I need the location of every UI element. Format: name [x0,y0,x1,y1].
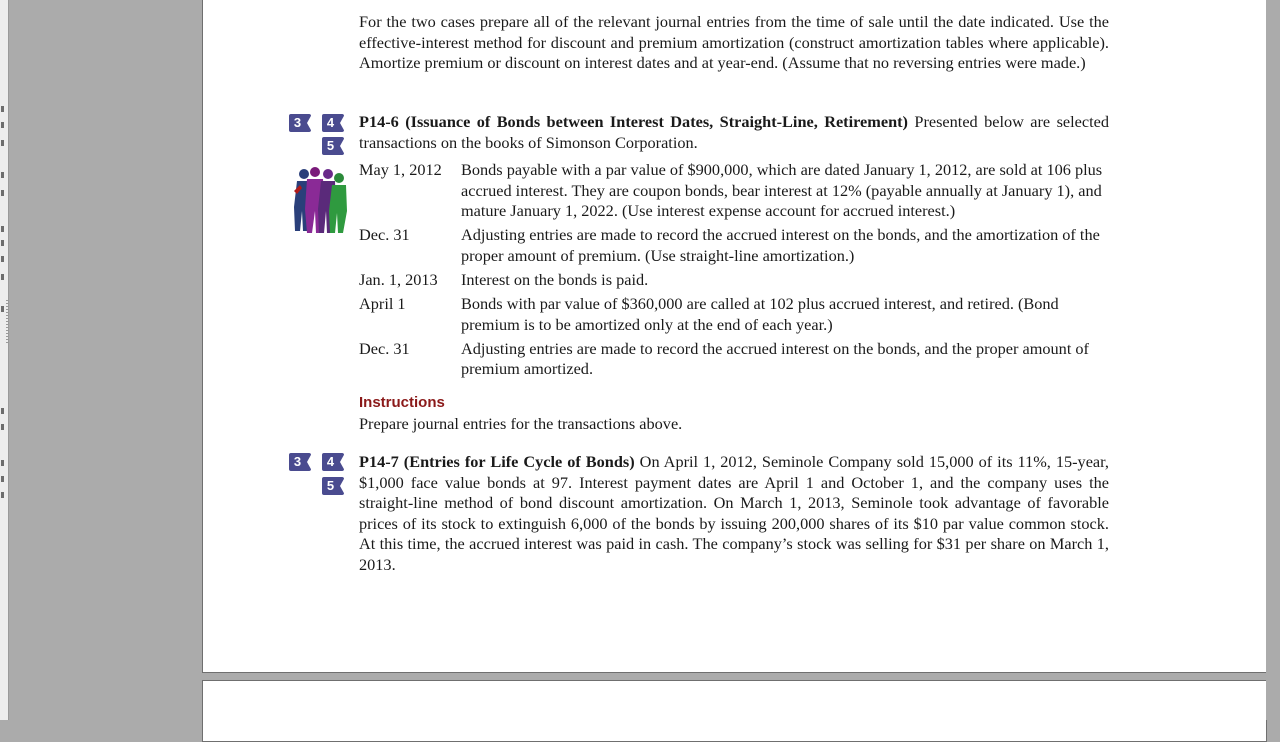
problem-title: P14-7 (Entries for Life Cycle of Bonds) [359,452,635,471]
strip-mark [1,106,4,112]
strip-mark [1,306,4,312]
strip-mark [1,460,4,466]
learning-objective-badge: 3 [289,114,311,132]
learning-objective-badge: 3 [289,453,311,471]
next-document-page [202,680,1267,742]
entry-description: Interest on the bonds is paid. [461,269,649,289]
strip-mark [1,240,4,246]
strip-mark [1,408,4,414]
problem-p14-7-paragraph [359,452,1109,576]
strip-mark [1,476,4,482]
left-panel-strip [0,0,9,720]
transaction-entry [359,160,1111,222]
problem-title: P14-6 (Issuance of Bonds between Interest Dates, Straight-Line, Retirement) [359,112,908,131]
strip-mark [1,172,4,178]
entry-date: Jan. 1, 2013 [359,269,438,289]
strip-mark [1,140,4,146]
strip-mark [1,256,4,262]
splitter-grip[interactable] [6,300,9,344]
problem-body: On April 1, 2012, Seminole Company sold 15,000 of its 11%, 15-year, $1,000 face value bonds at 97. Interest payment dates are April 1 and October 1, and the company uses the straight-line method of bond discount amortization. On March 1, 2013, Seminole took advantage of favorable prices of its stock to extinguish 6,000 of the bonds by issuing 200,000 shares of its $10 par value common stock. At this time, the accrued interest was paid in cash. The company’s stock was selling for $31 per share on March 1, 2013. [359,452,1109,574]
strip-mark [1,492,4,498]
learning-objective-badge: 4 [322,114,344,132]
viewer-gutter [1266,0,1280,720]
transaction-entry [359,225,1111,266]
strip-mark [1,424,4,430]
instructions-heading: Instructions [359,394,445,411]
transaction-list [359,160,1111,383]
learning-objective-badge: 4 [322,453,344,471]
entry-date: Dec. 31 [359,338,410,358]
transaction-entry [359,270,1111,291]
learning-objective-badge: 5 [322,137,344,155]
strip-mark [1,190,4,196]
entry-date: April 1 [359,294,406,314]
entry-description: Bonds payable with a par value of $900,000, which are dated January 1, 2012, are sold at 106 plus accrued interest. They are coupon bonds, bear interest at 12% (payable annually at January 1), and mature January 1, 2022. (Use interest expense account for accrued interest.) [461,160,1103,221]
intro-paragraph: For the two cases prepare all of the relevant journal entries from the time of sale until the date indicated. Use the effective-interest method for discount and premium amortization (construct amortization tables where applicable). Amortize premium or discount on interest dates and at year-end. (Assume that no reversing entries were made.) [359,12,1109,73]
transaction-entry [359,294,1111,335]
people-group-icon [292,165,350,237]
entry-description: Adjusting entries are made to record the accrued interest on the bonds, and the proper amount of premium amortized. [461,338,1089,379]
strip-mark [1,122,4,128]
entry-date: May 1, 2012 [359,160,442,179]
instructions-text: Prepare journal entries for the transactions above. [359,414,683,433]
entry-description: Adjusting entries are made to record the accrued interest on the bonds, and the amortization of the proper amount of premium. (Use straight-line amortization.) [461,225,1100,265]
strip-mark [1,274,4,280]
problem-lead: Presented below are selected transactions on the books of Simonson Corporation. [359,112,1109,152]
learning-objective-badge: 5 [322,477,344,495]
entry-date: Dec. 31 [359,225,410,245]
strip-mark [1,226,4,232]
entry-description: Bonds with par value of $360,000 are called at 102 plus accrued interest, and retired. (Bond premium is to be amortized only at the end of each year.) [461,294,1059,334]
problem-p14-6-heading [359,112,1109,153]
transaction-entry [359,339,1111,380]
